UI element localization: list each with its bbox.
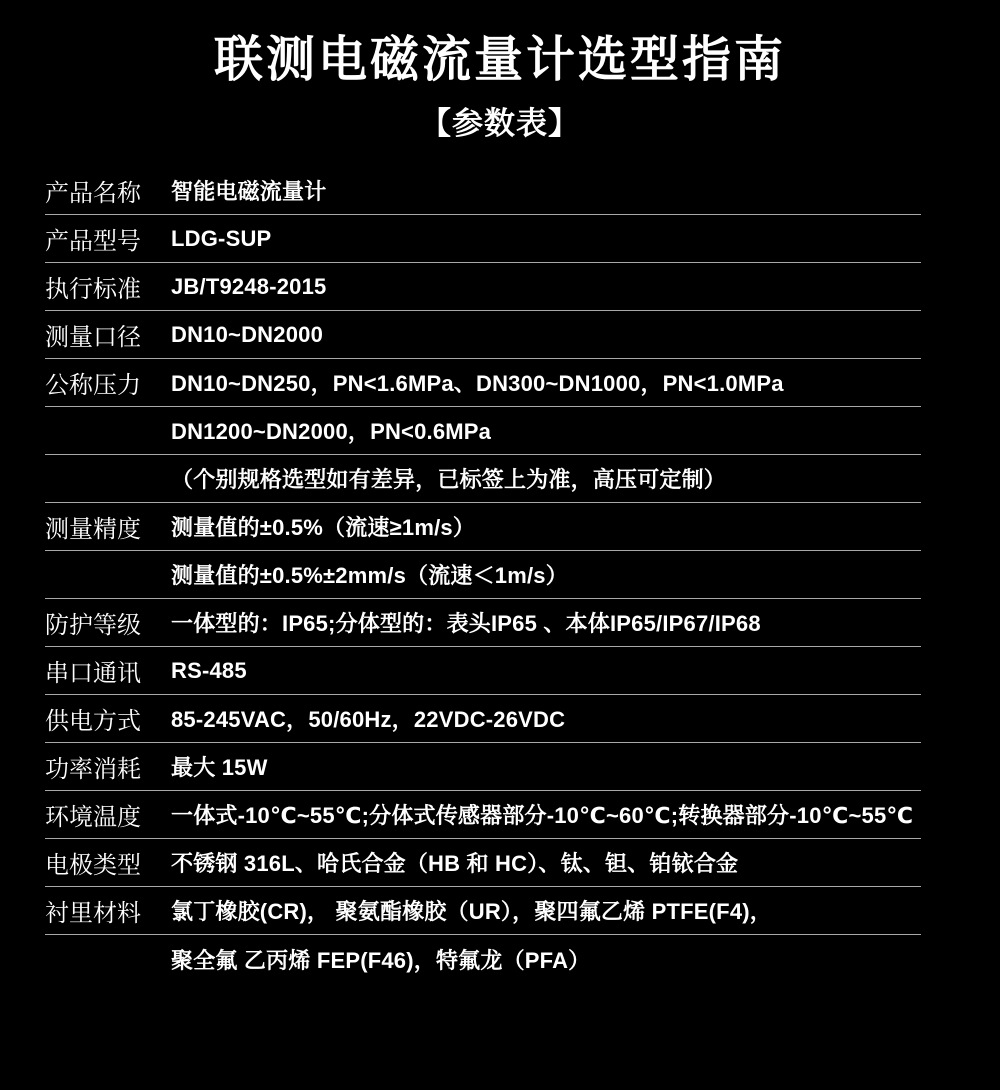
table-row — [45, 407, 921, 455]
row-value: DN1200~DN2000，PN<0.6MPa — [171, 419, 492, 444]
table-row — [45, 263, 921, 311]
table-row — [45, 551, 921, 599]
row-value: 氯丁橡胶(CR)， 聚氨酯橡胶（UR），聚四氟乙烯 PTFE(F4)， — [171, 899, 772, 924]
table-row — [45, 359, 921, 407]
row-value: （个别规格选型如有差异，已标签上为准，高压可定制） — [171, 467, 727, 492]
row-label: 串口通讯 — [45, 660, 141, 687]
row-label: 执行标准 — [45, 276, 141, 303]
row-value: 聚全氟 乙丙烯 FEP(F46)，特氟龙（PFA） — [171, 947, 591, 973]
row-value: 不锈钢 316L、哈氏合金（HB 和 HC）、钛、钽、铂铱合金 — [171, 851, 739, 876]
table-row — [45, 647, 921, 695]
row-value: 一体型的：IP65;分体型的：表头IP65 、本体IP65/IP67/IP68 — [171, 611, 761, 636]
table-row — [45, 791, 921, 839]
row-value: 测量值的±0.5%（流速≥1m/s） — [171, 515, 476, 540]
table-row — [45, 503, 921, 551]
row-label: 电极类型 — [45, 852, 141, 879]
row-label: 环境温度 — [45, 804, 141, 831]
row-value: RS-485 — [171, 657, 247, 683]
row-value: 85-245VAC，50/60Hz，22VDC-26VDC — [171, 707, 566, 732]
parameter-table — [45, 167, 921, 983]
table-row — [45, 743, 921, 791]
row-label: 公称压力 — [45, 372, 141, 399]
row-label: 测量精度 — [45, 516, 141, 543]
table-row — [45, 311, 921, 359]
row-label: 防护等级 — [45, 612, 141, 639]
row-value: 智能电磁流量计 — [171, 179, 327, 204]
table-row — [45, 599, 921, 647]
row-value: JB/T9248-2015 — [171, 273, 327, 299]
row-value: 一体式-10℃~55℃;分体式传感器部分-10℃~60℃;转换器部分-10℃~55℃ — [171, 803, 914, 828]
row-value: DN10~DN250，PN<1.6MPa、DN300~DN1000，PN<1.0MPa — [171, 371, 784, 396]
row-value: DN10~DN2000 — [171, 321, 324, 347]
page-title: 联测电磁流量计选型指南 — [213, 33, 786, 87]
table-row — [45, 455, 921, 503]
row-value: 最大 15W — [171, 755, 268, 780]
table-row — [45, 695, 921, 743]
table-row — [45, 167, 921, 215]
row-value: LDG-SUP — [171, 225, 272, 251]
table-row — [45, 935, 921, 983]
page-subtitle: 【参数表】 — [420, 106, 580, 141]
table-row — [45, 839, 921, 887]
row-label: 产品名称 — [45, 180, 141, 207]
row-label: 供电方式 — [45, 708, 141, 735]
row-label: 衬里材料 — [45, 900, 141, 927]
table-row — [45, 887, 921, 935]
row-label: 产品型号 — [45, 228, 141, 255]
row-value: 测量值的±0.5%±2mm/s（流速＜1m/s） — [171, 563, 568, 588]
row-label: 测量口径 — [45, 324, 141, 351]
row-label: 功率消耗 — [45, 756, 141, 783]
table-row — [45, 215, 921, 263]
